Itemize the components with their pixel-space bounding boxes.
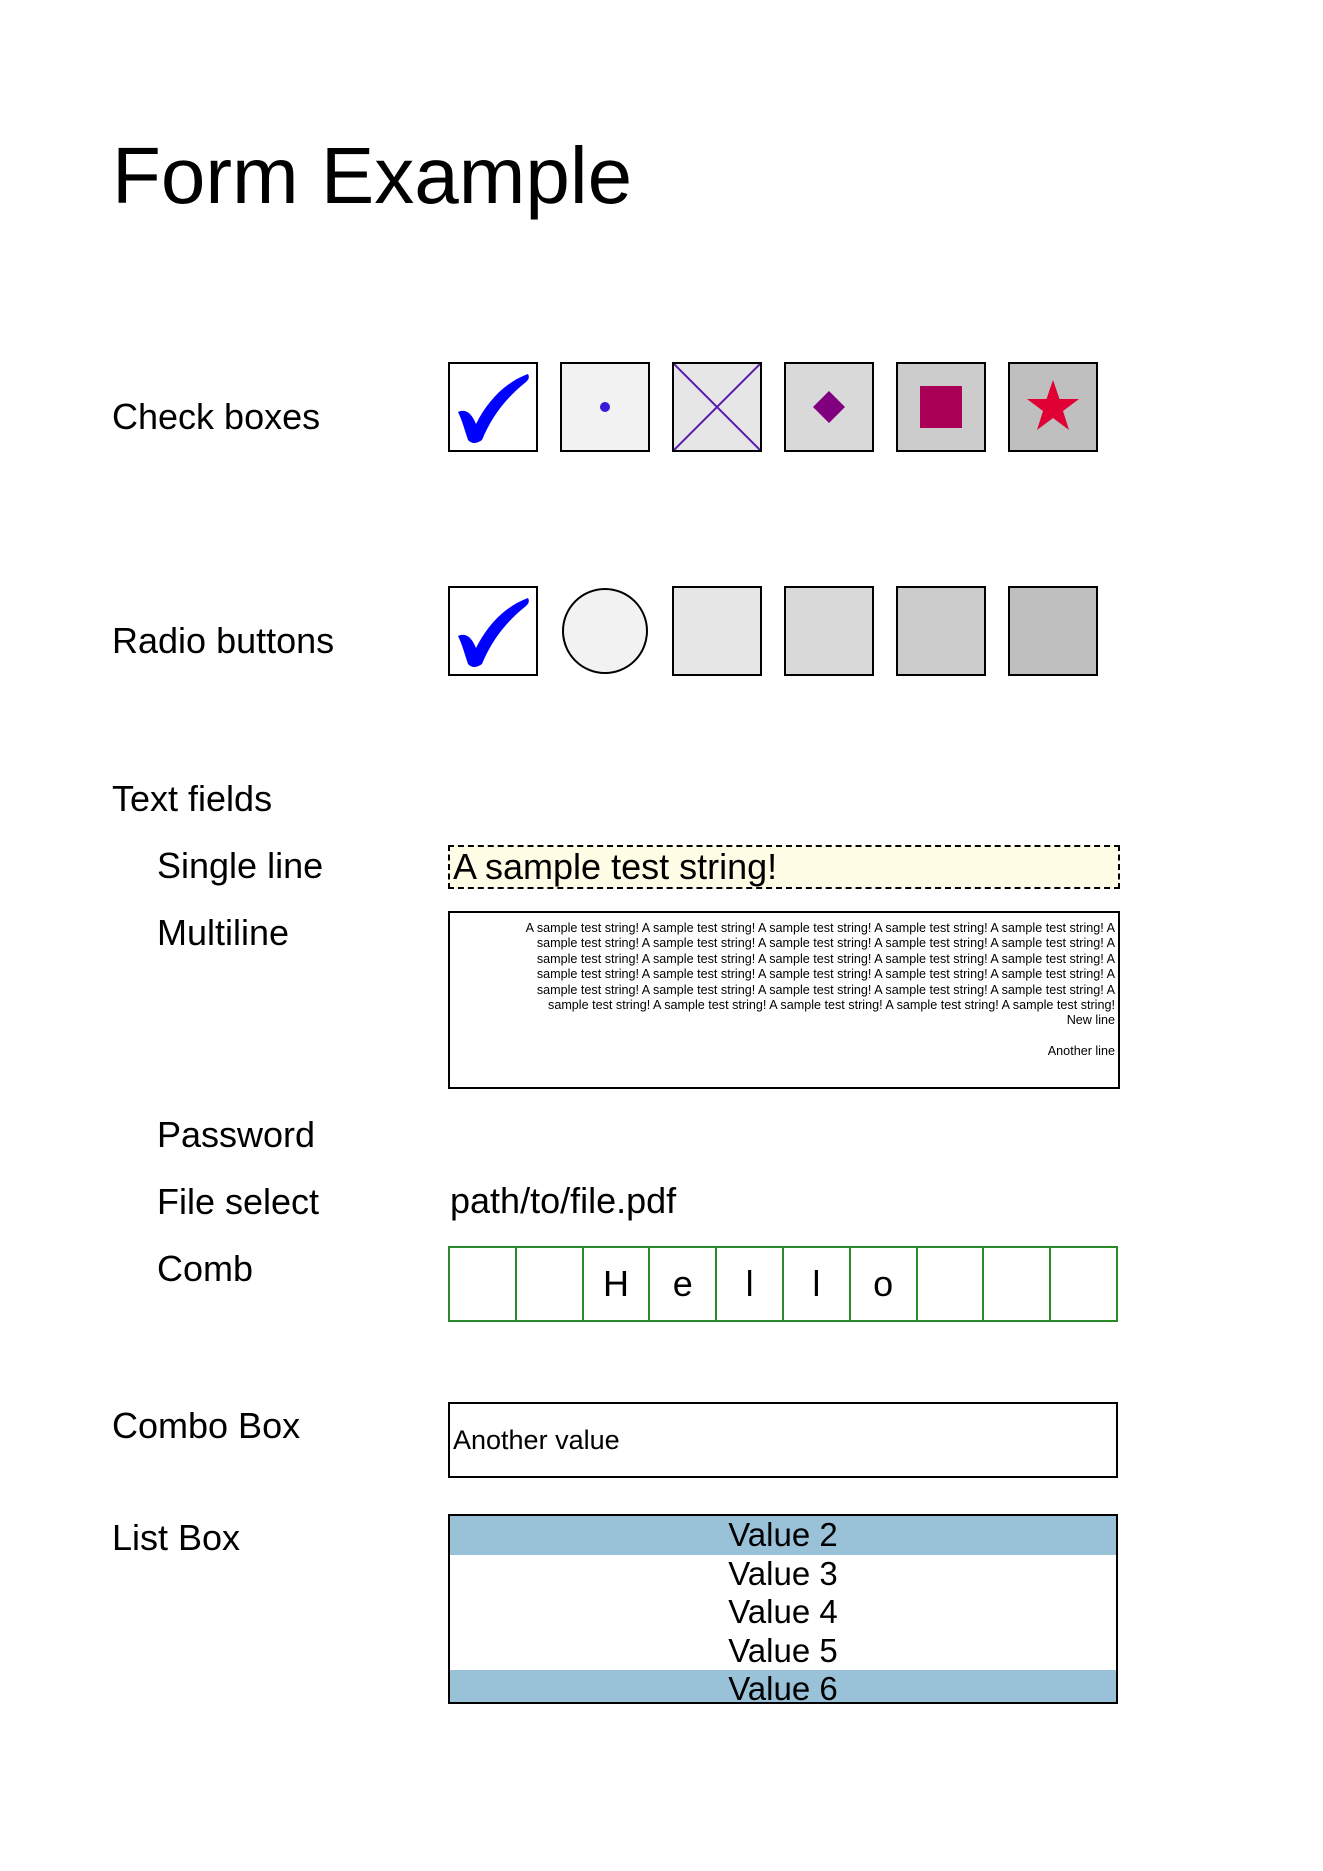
- text-fields-label: Text fields: [112, 778, 273, 819]
- file-select-field[interactable]: path/to/file.pdf: [450, 1180, 677, 1221]
- radio-button-2[interactable]: [560, 586, 650, 676]
- comb-cell: e: [650, 1248, 717, 1320]
- multiline-value: [475, 921, 1115, 1060]
- checkbox-5[interactable]: [896, 362, 986, 452]
- multiline-label: Multiline: [157, 912, 290, 953]
- multiline-field[interactable]: [448, 911, 1120, 1089]
- comb-cell: l: [717, 1248, 784, 1320]
- password-label: Password: [157, 1114, 316, 1155]
- multiline-line: A sample test string! A sample test string! A sample test string! A sample test string! A sample test string! A: [525, 921, 1115, 935]
- single-line-value: A sample test string!: [453, 846, 778, 887]
- check-boxes-label: Check boxes: [112, 396, 321, 437]
- multiline-line: Another line: [1047, 1044, 1115, 1059]
- radio-button-5[interactable]: [896, 586, 986, 676]
- star-icon: [1010, 364, 1096, 450]
- comb-cell: H: [584, 1248, 651, 1320]
- multiline-line: sample test string! A sample test string! A sample test string! A sample test string! A sample test string! A: [536, 982, 1115, 997]
- radio-button-3[interactable]: [672, 586, 762, 676]
- square-icon: [898, 364, 984, 450]
- radio-button-6[interactable]: [1008, 586, 1098, 676]
- radio-button-1[interactable]: [448, 586, 538, 676]
- list-item[interactable]: Value 5: [728, 1631, 838, 1669]
- multiline-line: sample test string! A sample test string! A sample test string! A sample test string! A sample test string! A: [536, 936, 1115, 951]
- checkbox-1[interactable]: [448, 362, 538, 452]
- page-title: Form Example: [112, 131, 633, 220]
- comb-cell: o: [851, 1248, 918, 1320]
- diamond-icon: [786, 364, 872, 450]
- radio-buttons-label: Radio buttons: [112, 620, 335, 661]
- single-line-field[interactable]: [448, 845, 1120, 889]
- comb-label: Comb: [157, 1248, 254, 1289]
- multiline-line: New line: [1066, 1013, 1115, 1028]
- cross-icon: [674, 364, 760, 450]
- list-item[interactable]: Value 6: [450, 1670, 1116, 1704]
- list-item[interactable]: Value 2: [450, 1516, 1116, 1555]
- dot-icon: [562, 364, 648, 450]
- comb-cell: [984, 1248, 1051, 1320]
- check-icon: [450, 588, 536, 674]
- password-field[interactable]: [448, 1110, 1118, 1160]
- multiline-line: sample test string! A sample test string! A sample test string! A sample test string! A sample test string!: [548, 998, 1115, 1013]
- checkbox-6[interactable]: [1008, 362, 1098, 452]
- comb-field[interactable]: [448, 1246, 1118, 1322]
- multiline-line: sample test string! A sample test string! A sample test string! A sample test string! A sample test string! A: [536, 951, 1115, 966]
- comb-cell: l: [784, 1248, 851, 1320]
- comb-cell: [918, 1248, 985, 1320]
- checkbox-2[interactable]: [560, 362, 650, 452]
- checkbox-3[interactable]: [672, 362, 762, 452]
- list-item[interactable]: Value 4: [728, 1593, 838, 1631]
- comb-cell: [517, 1248, 584, 1320]
- list-box[interactable]: [448, 1514, 1118, 1704]
- multiline-line: [475, 1029, 1115, 1044]
- single-line-label: Single line: [157, 845, 324, 886]
- file-select-label: File select: [157, 1181, 320, 1222]
- combo-box-value: Another value: [453, 1425, 620, 1455]
- list-item[interactable]: Value 3: [728, 1554, 838, 1592]
- circle-icon: [560, 586, 650, 676]
- radio-button-4[interactable]: [784, 586, 874, 676]
- list-box-label: List Box: [112, 1517, 241, 1558]
- combo-box-label: Combo Box: [112, 1405, 301, 1446]
- checkbox-4[interactable]: [784, 362, 874, 452]
- multiline-line: sample test string! A sample test string! A sample test string! A sample test string! A sample test string! A: [536, 967, 1115, 982]
- combo-box[interactable]: [448, 1402, 1118, 1478]
- check-icon: [450, 364, 536, 450]
- comb-cell: [1051, 1248, 1116, 1320]
- comb-cell: [450, 1248, 517, 1320]
